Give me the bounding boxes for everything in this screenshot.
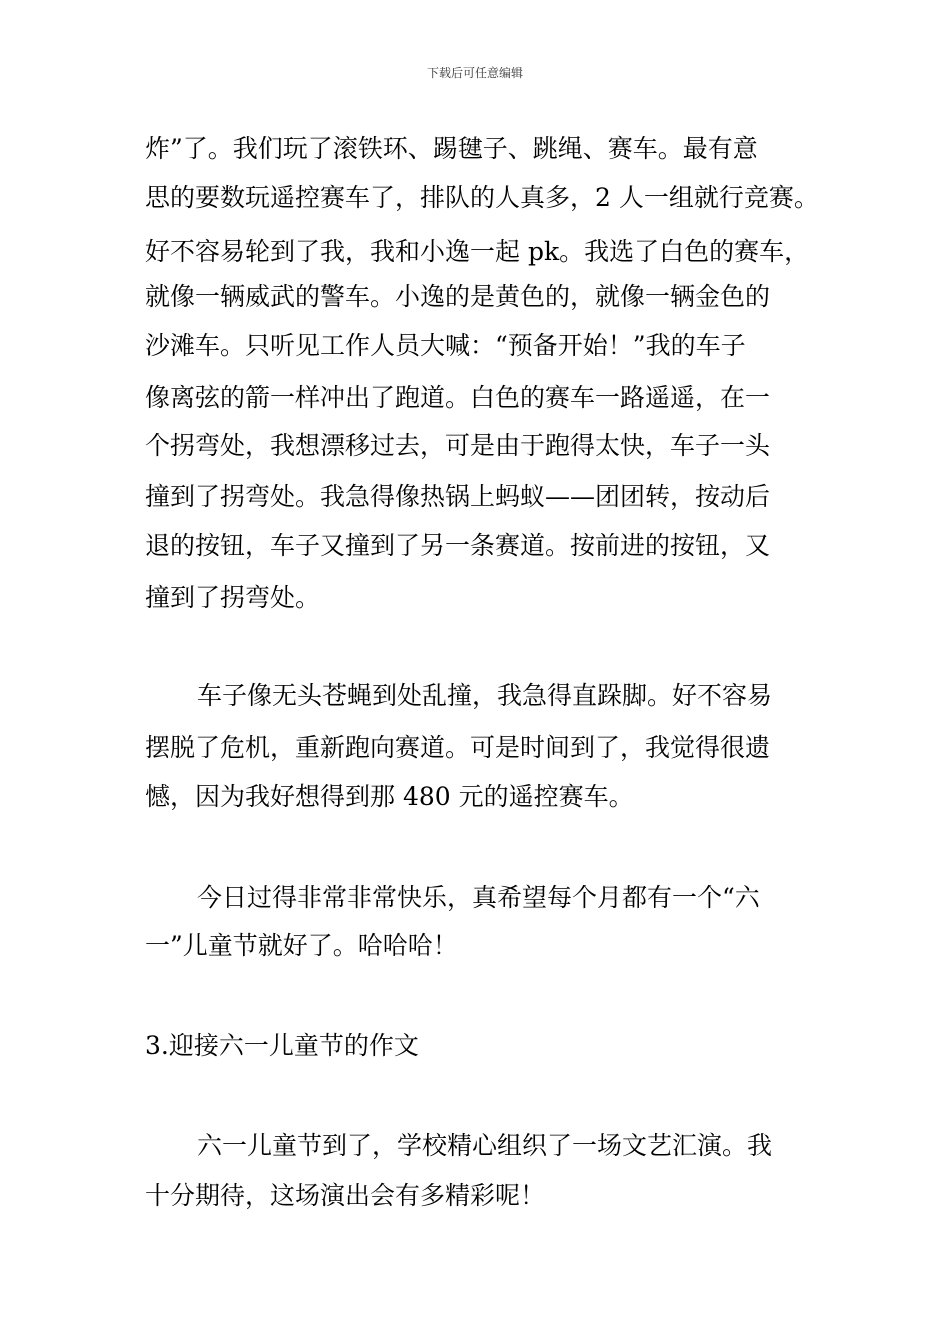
text-line: 好不容易轮到了我，我和小逸一起 pk。我选了白色的赛车， (145, 237, 810, 266)
text-line: 就像一辆威武的警车。小逸的是黄色的，就像一辆金色的 (145, 282, 771, 311)
text-line: 思的要数玩遥控赛车了，排队的人真多，2 人一组就行竞赛。 (145, 183, 819, 212)
text-line: 炸”了。我们玩了滚铁环、踢毽子、跳绳、赛车。最有意 (145, 134, 758, 163)
text-line: 摆脱了危机，重新跑向赛道。可是时间到了，我觉得很遗 (145, 733, 771, 762)
text-line: 沙滩车。只听见工作人员大喊：“预备开始！”我的车子 (145, 331, 746, 360)
text-line: 撞到了拐弯处。 (145, 583, 321, 612)
section-heading: 3.迎接六一儿童节的作文 (145, 1031, 419, 1060)
text-line: 个拐弯处，我想漂移过去，可是由于跑得太快，车子一头 (145, 431, 771, 460)
text-line: 退的按钮，车子又撞到了另一条赛道。按前进的按钮，又 (145, 531, 771, 560)
text-line: 一”儿童节就好了。哈哈哈！ (145, 931, 458, 960)
text-line: 撞到了拐弯处。我急得像热锅上蚂蚁——团团转，按动后 (145, 482, 771, 511)
text-line: 车子像无头苍蝇到处乱撞，我急得直跺脚。好不容易 (197, 681, 773, 710)
text-line: 今日过得非常非常快乐，真希望每个月都有一个“六 (197, 883, 760, 912)
text-line: 像离弦的箭一样冲出了跑道。白色的赛车一路遥遥，在一 (145, 383, 771, 412)
text-line: 十分期待，这场演出会有多精彩呢！ (145, 1181, 546, 1210)
text-line: 憾，因为我好想得到那 480 元的遥控赛车。 (145, 782, 634, 811)
page-header: 下载后可任意编辑 (426, 66, 523, 80)
text-line: 六一儿童节到了，学校精心组织了一场文艺汇演。我 (197, 1131, 773, 1160)
